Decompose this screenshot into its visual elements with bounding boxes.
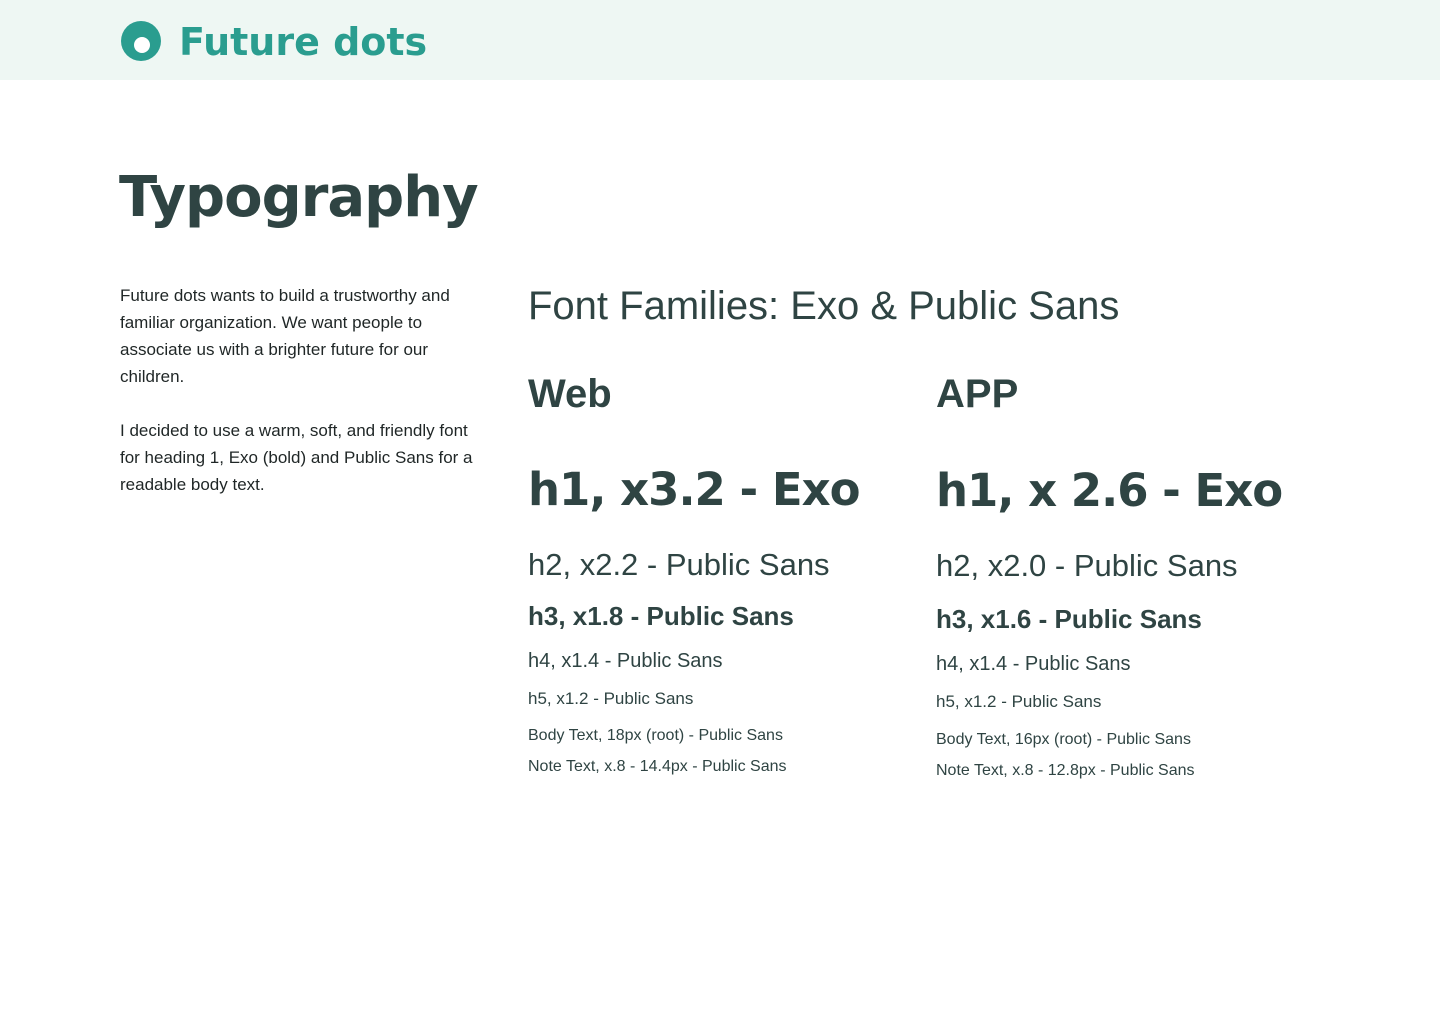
app-h1-sample: h1, x 2.6 - Exo <box>936 464 1283 517</box>
intro-paragraph: Future dots wants to build a trustworthy and familiar organization. We want people to associate us with a brighter future for our children. <box>120 286 450 386</box>
intro-text <box>120 282 480 525</box>
font-families-title: Font Families: Exo & Public Sans <box>528 284 1120 328</box>
web-h3-sample: h3, x1.8 - Public Sans <box>528 601 794 631</box>
app-note-text-sample: Note Text, x.8 - 12.8px - Public Sans <box>936 762 1195 779</box>
app-h3-sample: h3, x1.6 - Public Sans <box>936 604 1202 634</box>
web-h4-sample: h4, x1.4 - Public Sans <box>528 650 723 672</box>
web-body-text-sample: Body Text, 18px (root) - Public Sans <box>528 727 783 744</box>
web-h1-sample: h1, x3.2 - Exo <box>528 463 860 516</box>
web-column-title: Web <box>528 372 612 416</box>
site-header <box>0 0 1440 80</box>
logo-inner-dot <box>134 37 150 53</box>
app-body-text-sample: Body Text, 16px (root) - Public Sans <box>936 731 1191 748</box>
page-title: Typography <box>119 165 478 230</box>
app-column-title: APP <box>936 372 1019 416</box>
brand-name[interactable]: Future dots <box>179 20 428 64</box>
web-h2-sample: h2, x2.2 - Public Sans <box>528 547 830 582</box>
app-h5-sample: h5, x1.2 - Public Sans <box>936 692 1102 711</box>
intro-paragraph: I decided to use a warm, soft, and friendly font for heading 1, Exo (bold) and Public Sans for a readable body text. <box>120 421 473 494</box>
app-h4-sample: h4, x1.4 - Public Sans <box>936 653 1131 675</box>
web-h5-sample: h5, x1.2 - Public Sans <box>528 689 694 708</box>
dot-circle-logo-icon[interactable] <box>121 21 161 61</box>
app-h2-sample: h2, x2.0 - Public Sans <box>936 548 1238 583</box>
web-note-text-sample: Note Text, x.8 - 14.4px - Public Sans <box>528 758 787 775</box>
